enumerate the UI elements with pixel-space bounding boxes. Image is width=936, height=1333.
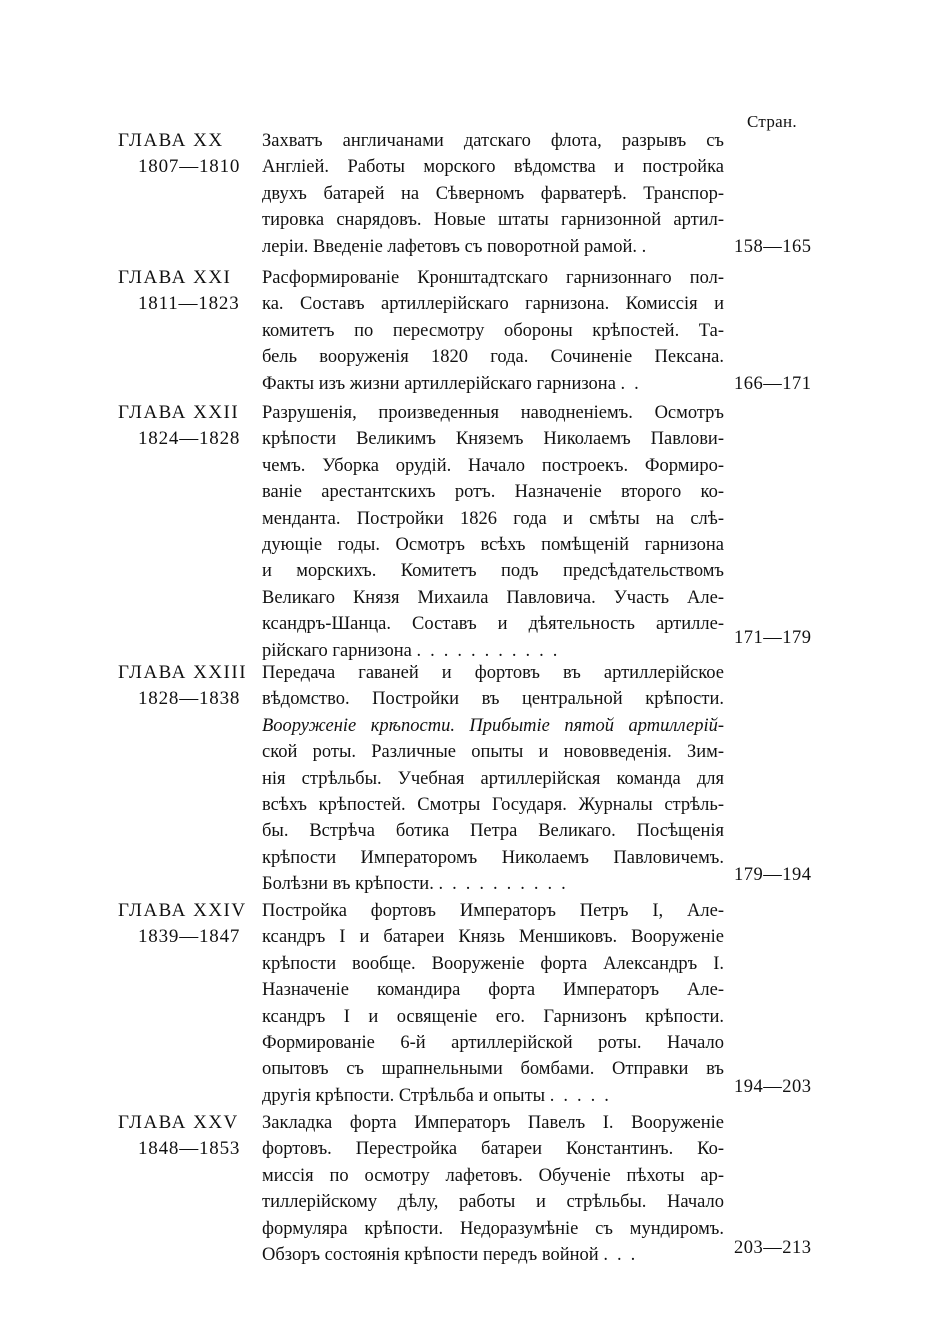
- leader-dots: ..: [620, 373, 648, 394]
- page-range: 194—203: [734, 1077, 812, 1097]
- summary-line-text: рiйскаго гарнизона: [262, 640, 412, 661]
- summary-line: формуляра крѣпости. Недоразумѣнiе съ мундиромъ.: [262, 1218, 724, 1239]
- summary-line: Передача гаваней и фортовъ въ артиллерiйское: [262, 663, 724, 683]
- leader-dots: .....: [549, 1085, 618, 1106]
- summary-line: фортовъ. Перестройка батареи Константинъ. Ко-: [262, 1139, 724, 1160]
- summary-line: Вооруженiе крѣпости. Прибытiе пятой артиллерiй-: [262, 715, 724, 736]
- chapter-years: 1828—1838: [138, 688, 241, 709]
- summary-line: ксандръ-Шанца. Составъ и дѣятельность артилле-: [262, 614, 724, 635]
- leader-dots: .: [641, 236, 656, 257]
- chapter-summary: [262, 1110, 724, 1268]
- leader-dots: ...: [603, 1244, 645, 1265]
- summary-line: Великаго Князя Михаила Павловича. Участь Але-: [262, 587, 724, 608]
- summary-line: всѣхъ крѣпостей. Смотры Государя. Журналы стрѣль-: [262, 794, 724, 815]
- chapter-years: 1811—1823: [138, 293, 240, 314]
- page-range: 158—165: [734, 237, 812, 257]
- chapter-years: 1824—1828: [138, 428, 241, 449]
- summary-line: Разрушенiя, произведенныя наводненiемъ. Осмотръ: [262, 403, 724, 423]
- summary-line-last: [262, 1083, 724, 1109]
- summary-line: чемъ. Уборка орудiй. Начало построекъ. Формиро-: [262, 455, 724, 476]
- summary-line: тировка снарядовъ. Новые штаты гарнизонной артил-: [262, 210, 724, 231]
- summary-line: Постройка фортовъ Императоръ Петръ I, Але-: [262, 901, 724, 921]
- leader-dots: ...........: [416, 640, 567, 661]
- summary-line: ксандръ I и освященiе его. Гарнизонъ крѣпости.: [262, 1006, 724, 1027]
- summary-line: вѣдомство. Постройки въ центральной крѣпости.: [262, 689, 724, 710]
- chapter-years: 1848—1853: [138, 1138, 241, 1159]
- summary-line: дующiе годы. Осмотръ всѣхъ помѣщенiй гарнизона: [262, 534, 724, 555]
- chapter-years: 1839—1847: [138, 926, 241, 947]
- summary-line: нiя стрѣльбы. Учебная артиллерiйская команда для: [262, 768, 724, 789]
- summary-line: Англiей. Работы морского вѣдомства и постройка: [262, 157, 724, 178]
- summary-line: бы. Встрѣча ботика Петра Великаго. Посѣщенiя: [262, 821, 724, 842]
- summary-line: крѣпости Императоромъ Николаемъ Павловичемъ.: [262, 847, 724, 868]
- page-range: 203—213: [734, 1238, 812, 1258]
- summary-line: тиллерiйскому дѣлу, работы и стрѣльбы. Начало: [262, 1192, 724, 1213]
- summary-line: ксандръ I и батареи Князь Меншиковъ. Вооруженiе: [262, 927, 724, 948]
- summary-line: комитетъ по пересмотру обороны крѣпостей. Та-: [262, 320, 724, 341]
- page-range: 179—194: [734, 865, 812, 885]
- pages-column-header: Стран.: [747, 112, 797, 131]
- summary-line: Формированiе 6-й артиллерiйской роты. Начало: [262, 1032, 724, 1053]
- summary-line-text: другiя крѣпости. Стрѣльба и опыты: [262, 1085, 546, 1106]
- chapter-summary: [262, 400, 724, 664]
- summary-line: Захватъ англичанами датскаго флота, разрывъ съ: [262, 131, 724, 151]
- summary-line: крѣпости вообще. Вооруженiе форта Александръ I.: [262, 953, 724, 974]
- summary-line-text: Факты изъ жизни артиллерiйскаго гарнизона: [262, 373, 616, 394]
- summary-line: Назначенiе командира форта Императоръ Але-: [262, 980, 724, 1001]
- summary-line: ка. Составъ артиллерiйскаго гарнизона. Комиссiя и: [262, 294, 724, 315]
- chapter-summary: [262, 265, 724, 397]
- summary-line: Закладка форта Императоръ Павелъ I. Вооруженiе: [262, 1113, 724, 1133]
- summary-line: двухъ батарей на Сѣверномъ фарватерѣ. Транспор-: [262, 183, 724, 204]
- summary-line: ской роты. Различные опыты и нововведенiя. Зим-: [262, 742, 724, 763]
- summary-line-text: Болѣзни въ крѣпости.: [262, 874, 434, 895]
- summary-line-last: [262, 871, 724, 897]
- summary-line: бель вооруженiя 1820 года. Сочиненiе Пексана.: [262, 347, 724, 368]
- summary-line: крѣпости Великимъ Княземъ Николаемъ Павлови-: [262, 429, 724, 450]
- summary-line: и морскихъ. Комитетъ подъ предсѣдательствомъ: [262, 561, 724, 582]
- chapter-summary: [262, 898, 724, 1109]
- chapter-label: ГЛАВА XX: [118, 130, 224, 151]
- page-range: 166—171: [734, 374, 812, 394]
- summary-line: миссiя по осмотру лафетовъ. Обученiе пѣхоты ар-: [262, 1165, 724, 1186]
- summary-line-text: Обзоръ состоянiя крѣпости передъ войной: [262, 1244, 599, 1265]
- chapter-label: ГЛАВА XXII: [118, 402, 240, 423]
- summary-line: опытовъ съ шрапнельными бомбами. Отправки въ: [262, 1059, 724, 1080]
- leader-dots: ..........: [438, 874, 575, 895]
- chapter-summary: [262, 128, 724, 260]
- page-range: 171—179: [734, 628, 812, 648]
- chapter-label: ГЛАВА XXIII: [118, 662, 248, 683]
- chapter-summary: [262, 660, 724, 898]
- summary-line-last: [262, 234, 724, 260]
- chapter-label: ГЛАВА XXV: [118, 1112, 239, 1133]
- chapter-years: 1807—1810: [138, 156, 241, 177]
- chapter-label: ГЛАВА XXI: [118, 267, 232, 288]
- summary-line-text: лерiи. Введенiе лафетовъ съ поворотной рамой.: [262, 236, 637, 257]
- summary-line: менданта. Постройки 1826 года и смѣты на слѣ-: [262, 508, 724, 529]
- summary-line: ванiе арестантскихъ ротъ. Назначенiе второго ко-: [262, 482, 724, 503]
- summary-line-last: [262, 371, 724, 397]
- summary-line: Расформированiе Кронштадтскаго гарнизоннаго пол-: [262, 268, 724, 288]
- summary-line-last: [262, 1242, 724, 1268]
- chapter-label: ГЛАВА XXIV: [118, 900, 247, 921]
